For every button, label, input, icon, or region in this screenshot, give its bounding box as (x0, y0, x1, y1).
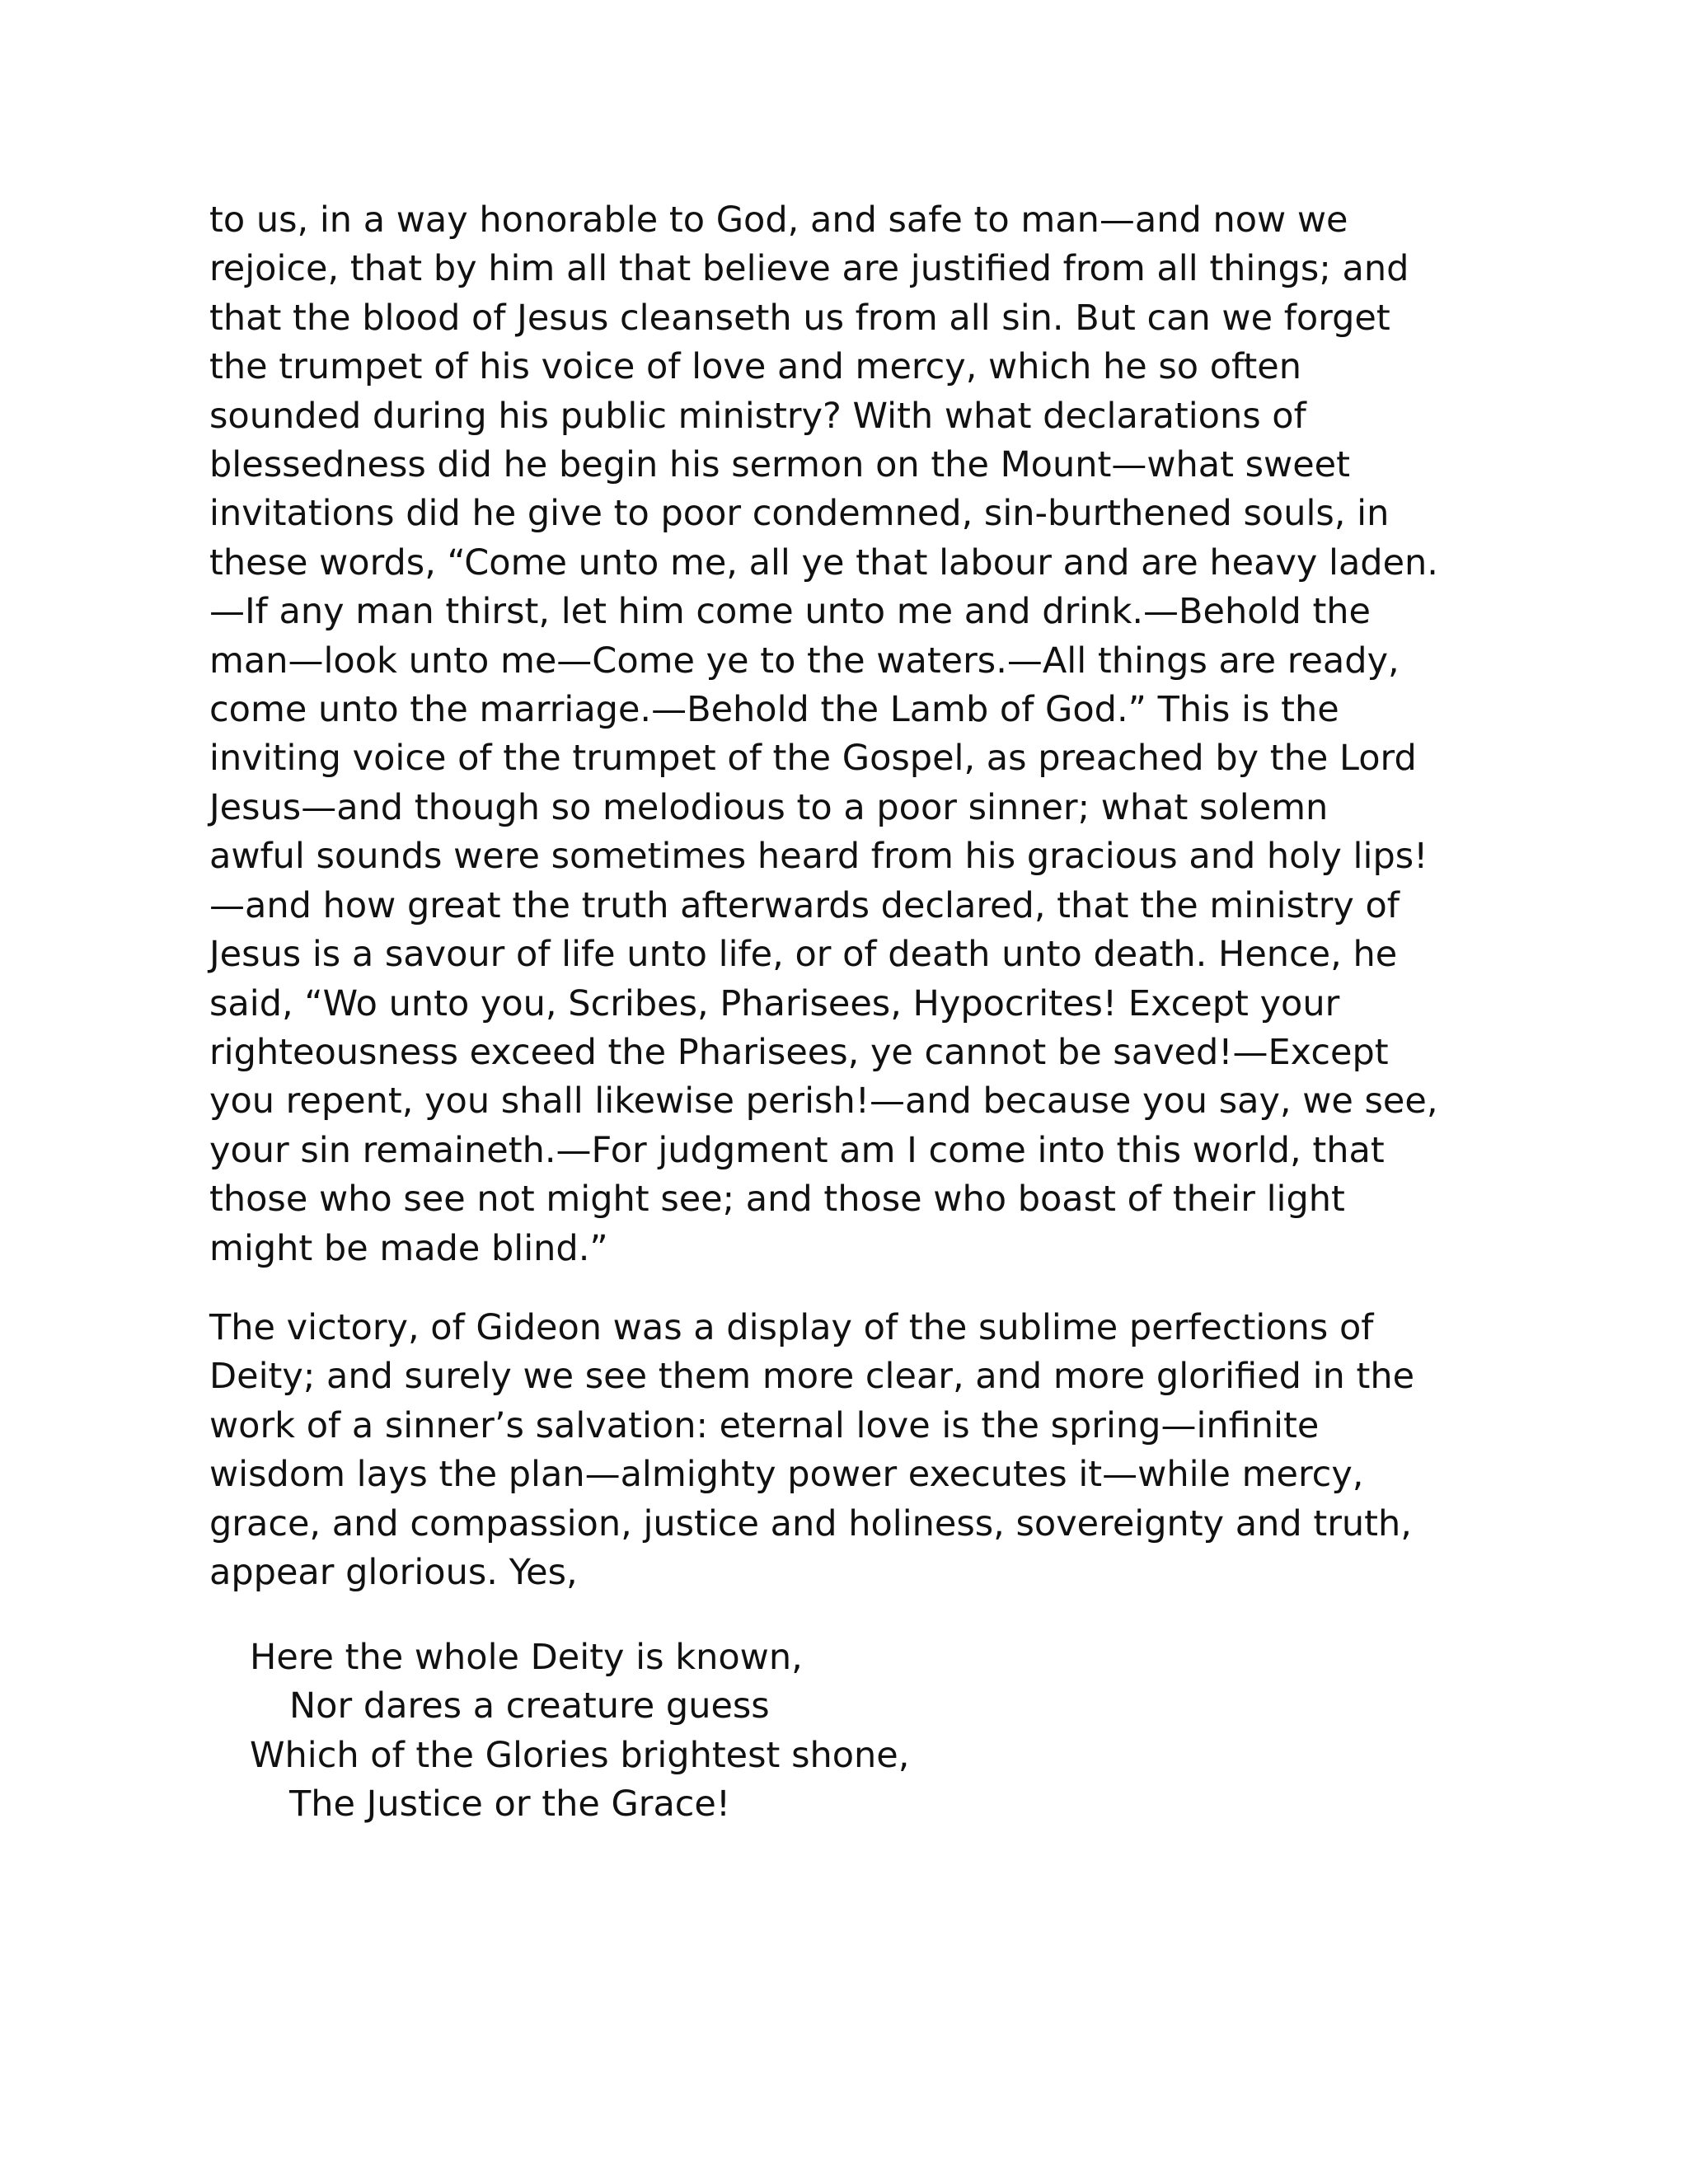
paragraph-1 (209, 196, 1479, 1273)
text-line: appear glorious. Yes, (209, 1552, 578, 1594)
verse-line-indented: Nor dares a creature guess (289, 1685, 770, 1727)
verse-line: Which of the Glories brightest shone, (250, 1734, 910, 1776)
text-line: inviting voice of the trumpet of the Gospel, as preached by the Lord (209, 738, 1417, 780)
text-line: man—look unto me—Come ye to the waters.—All things are ready, (209, 640, 1400, 682)
text-line: grace, and compassion, justice and holiness, sovereignty and truth, (209, 1502, 1412, 1544)
text-line: your sin remaineth.—For judgment am I come into this world, that (209, 1129, 1385, 1171)
text-line: wisdom lays the plan—almighty power executes it—while mercy, (209, 1454, 1364, 1496)
text-line: righteousness exceed the Pharisees, ye cannot be saved!—Except (209, 1031, 1389, 1073)
text-line: those who see not might see; and those who boast of their light (209, 1179, 1345, 1221)
text-line: —and how great the truth afterwards declared, that the ministry of (209, 884, 1400, 926)
text-line: —If any man thirst, let him come unto me and drink.—Behold the (209, 591, 1372, 633)
verse-line-indented: The Justice or the Grace! (289, 1783, 731, 1825)
text-line: Deity; and surely we see them more clear, and more glorified in the (209, 1356, 1415, 1398)
verse-line: Here the whole Deity is known, (250, 1637, 803, 1678)
text-line: come unto the marriage.—Behold the Lamb of God.” This is the (209, 689, 1339, 731)
text-line: Jesus is a savour of life unto life, or of death unto death. Hence, he (209, 934, 1398, 976)
text-line: said, “Wo unto you, Scribes, Pharisees, Hypocrites! Except your (209, 982, 1340, 1024)
text-line: work of a sinner’s salvation: eternal love is the spring—infinite (209, 1404, 1320, 1446)
verse-block (250, 1633, 1519, 1830)
text-line: rejoice, that by him all that believe are justified from all things; and (209, 248, 1409, 290)
text-line: to us, in a way honorable to God, and safe to man—and now we (209, 199, 1348, 241)
text-line: might be made blind.” (209, 1227, 608, 1269)
text-line: the trumpet of his voice of love and mercy, which he so often (209, 346, 1302, 388)
text-line: Jesus—and though so melodious to a poor sinner; what solemn (209, 786, 1329, 828)
text-line: blessedness did he begin his sermon on the Mount—what sweet (209, 444, 1350, 486)
text-line: invitations did he give to poor condemned, sin-burthened souls, in (209, 493, 1390, 535)
text-line: The victory, of Gideon was a display of the sublime perfections of (209, 1307, 1374, 1348)
text-line: awful sounds were sometimes heard from his gracious and holy lips! (209, 836, 1428, 878)
text-line: that the blood of Jesus cleanseth us from all sin. But can we forget (209, 297, 1390, 339)
paragraph-2 (209, 1304, 1479, 1597)
text-line: these words, “Come unto me, all ye that labour and are heavy laden. (209, 541, 1438, 583)
text-line: you repent, you shall likewise perish!—and because you say, we see, (209, 1080, 1438, 1122)
text-line: sounded during his public ministry? With what declarations of (209, 395, 1306, 437)
